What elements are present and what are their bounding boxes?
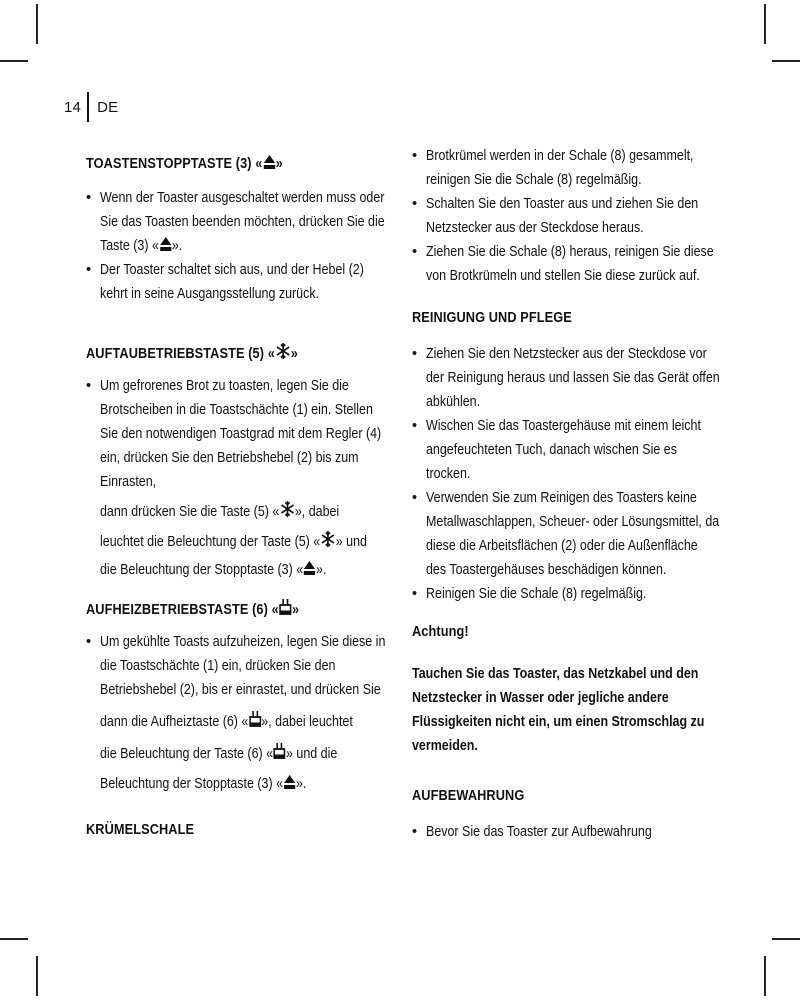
crop-mark-bottom-left-h bbox=[0, 938, 28, 940]
list-item: • Der Toaster schaltet sich aus, und der Hebel (2) kehrt in seine Ausgangsstellung zurück. bbox=[86, 262, 364, 302]
stop-icon bbox=[303, 560, 316, 576]
list-item: • Um gekühlte Toasts aufzuheizen, legen Sie diese in die Toastschächte (1) ein, drücken Sie den Betriebshebel (2), bis er einrastet, und drücken Sie dann die Aufheiztaste (6) « », dabei leuchtet die Beleuchtung der Taste (6) « » und die Beleuchtung der Stopptaste (3) « ». bbox=[86, 634, 386, 792]
defrost-heading: AUFTAUBETRIEBSTASTE (5) « » bbox=[86, 342, 298, 362]
language-code: DE bbox=[97, 98, 119, 116]
page-header bbox=[64, 92, 118, 122]
warning-title: Achtung! bbox=[412, 624, 469, 640]
crop-mark-top-right-h bbox=[772, 60, 800, 62]
toast-stop-list bbox=[86, 186, 392, 306]
page-number: 14 bbox=[64, 98, 82, 116]
stop-icon bbox=[159, 236, 172, 252]
storage-heading: AUFBEWAHRUNG bbox=[412, 788, 525, 804]
list-item: • Wenn der Toaster ausgeschaltet werden muss oder Sie das Toasten beenden möchten, drücken Sie die Taste (3) « ». bbox=[86, 190, 385, 254]
snowflake-icon bbox=[279, 500, 294, 518]
crop-mark-top-left-h bbox=[0, 60, 28, 62]
cleaning-list bbox=[412, 342, 722, 606]
snowflake-icon bbox=[275, 342, 291, 360]
toast-reheat-icon bbox=[273, 742, 286, 760]
list-item: • Brotkrümel werden in der Schale (8) gesammelt, reinigen Sie die Schale (8) regelmäßig. bbox=[412, 148, 694, 188]
crop-mark-bottom-left bbox=[36, 956, 38, 996]
reheat-list bbox=[86, 630, 392, 796]
crop-mark-top-right bbox=[764, 4, 766, 44]
toast-stop-heading: TOASTENSTOPPTASTE (3) « » bbox=[86, 156, 283, 172]
crumb-tray-heading: KRÜMELSCHALE bbox=[86, 822, 195, 838]
stop-icon bbox=[262, 154, 275, 170]
list-item: • Schalten Sie den Toaster aus und ziehen Sie den Netzstecker aus der Steckdose heraus. bbox=[412, 196, 699, 236]
toast-reheat-icon bbox=[279, 598, 292, 616]
list-item: • Bevor Sie das Toaster zur Aufbewahrung bbox=[412, 824, 652, 840]
list-item: • Verwenden Sie zum Reinigen des Toasters keine Metallwaschlappen, Scheuer- oder Lösungsmittel, da diese die Arbeitsflächen (2) oder die Außenfläche des Toastergehäuses beschädigen können. bbox=[412, 490, 720, 578]
cleaning-heading: REINIGUNG UND PFLEGE bbox=[412, 310, 572, 326]
defrost-list bbox=[86, 374, 392, 582]
crop-mark-bottom-right bbox=[764, 956, 766, 996]
list-item: • Reinigen Sie die Schale (8) regelmäßig. bbox=[412, 586, 647, 602]
crumb-tray-list bbox=[412, 144, 722, 288]
list-item: • Ziehen Sie die Schale (8) heraus, reinigen Sie diese von Brotkrümeln und stellen Sie diese zurück auf. bbox=[412, 244, 714, 284]
list-item: • Wischen Sie das Toastergehäuse mit einem leicht angefeuchteten Tuch, danach wischen Sie es trocken. bbox=[412, 418, 701, 482]
storage-list bbox=[412, 820, 722, 844]
warning-text: Tauchen Sie das Toaster, das Netzkabel und den Netzstecker in Wasser oder jegliche andere Flüssigkeiten nicht ein, um einen Stromschlag zu vermeiden. bbox=[412, 666, 705, 754]
reheat-heading: AUFHEIZBETRIEBSTASTE (6) « » bbox=[86, 598, 299, 618]
crop-mark-bottom-right-h bbox=[772, 938, 800, 940]
header-divider bbox=[87, 92, 89, 122]
crop-mark-top-left bbox=[36, 4, 38, 44]
list-item: • Um gefrorenes Brot zu toasten, legen Sie die Brotscheiben in die Toastschächte (1) ein. Stellen Sie den notwendigen Toastgrad mit dem Regler (4) ein, drücken Sie den Betriebshebel (2) bis zum Einrasten, dann drücken Sie die Taste (5) « », dabei leuchtet die Beleuchtung der Taste (5) « » und die Beleuchtung der Stopptaste (3) « ». bbox=[86, 378, 382, 578]
stop-icon bbox=[283, 774, 296, 790]
toast-reheat-icon bbox=[248, 710, 261, 728]
snowflake-icon bbox=[320, 530, 335, 548]
list-item: • Ziehen Sie den Netzstecker aus der Steckdose vor der Reinigung heraus und lassen Sie das Gerät offen abkühlen. bbox=[412, 346, 720, 410]
